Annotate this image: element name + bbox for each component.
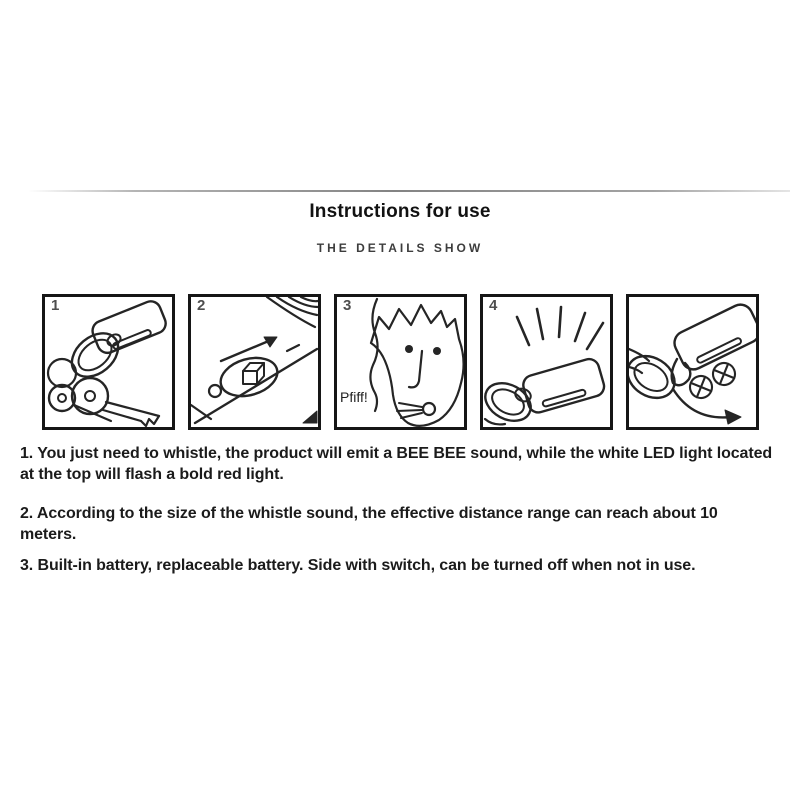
top-divider-line [28,190,790,192]
panel-number: 3 [343,297,352,314]
key-head-big [72,378,108,414]
left-eye [405,345,413,353]
instruction-2 [20,503,776,545]
switch-cube [243,363,264,384]
panel-5 [626,294,759,430]
nose [409,351,422,387]
finder-device [90,298,169,356]
corner-fold [303,411,317,423]
finder-device [670,301,756,374]
instruction-2-line-1: 2. According to the size of the whistle sound, the effective distance range can reach about 10 meters. [20,505,718,543]
side-switch-illustration [191,297,318,427]
page-subtitle: THE DETAILS SHOW [316,241,484,255]
panel-number: 1 [51,297,60,314]
keyring-keys-finder-illustration [45,297,172,427]
panel-4 [480,294,613,430]
panel-1 [42,294,175,430]
instruction-1 [20,443,776,485]
open-direction-arrow [673,389,741,424]
screw-2 [710,360,739,389]
page-title: Instructions for use [309,201,491,222]
whistle-sound-label: Pfiff! [340,389,368,405]
instruction-3 [20,555,776,576]
sound-rays [517,307,603,349]
hair-strand [370,299,377,411]
corner-hatching [267,297,318,327]
instruction-1-line-1: 1. You just need to whistle, the product will emit a BEE BEE sound, while the white LED light located [20,445,773,462]
key-ring [483,376,537,427]
right-eye [433,347,441,355]
panel-3 [334,294,467,430]
instruction-1-line-2: at the top will flash a bold red light. [20,466,284,483]
panel-number: 4 [489,297,498,314]
whistling-mouth [423,403,435,415]
panel-number: 2 [197,297,206,314]
key-head-arc [48,359,76,387]
finder-device [521,357,606,415]
battery-replacement-illustration [629,297,756,427]
key-ring [629,348,682,407]
panel-2 [188,294,321,430]
face-outline [371,305,464,426]
illustration-strip [42,294,759,430]
beeping-device-illustration [483,297,610,427]
instruction-3-line-1: 3. Built-in battery, replaceable battery. Side with switch, can be turned off when not in use. [20,557,696,574]
whistling-face-illustration [337,297,464,427]
